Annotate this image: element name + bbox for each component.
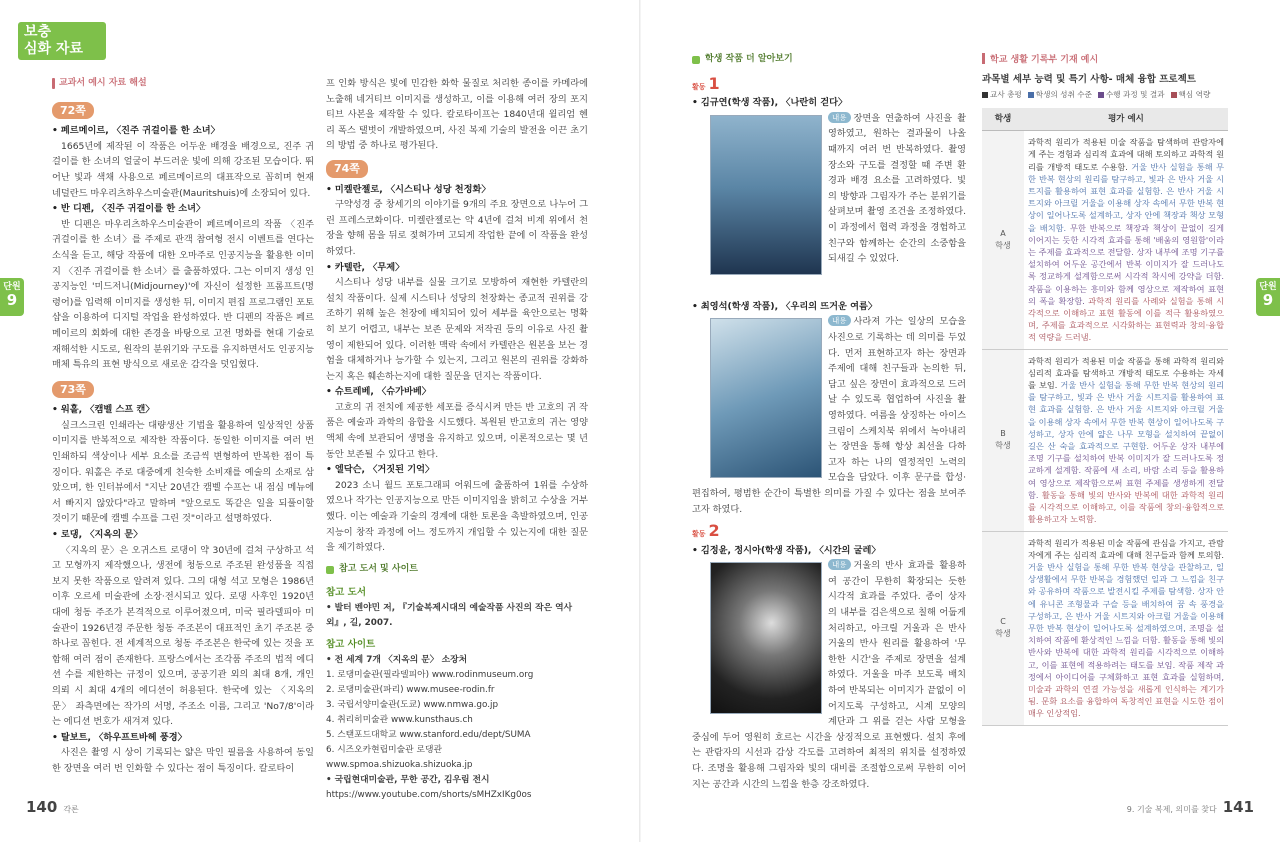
- unit-tab-label: 단원: [3, 282, 21, 292]
- content-badge: 내용: [828, 559, 851, 570]
- section-tag-line2: 심화 자료: [24, 41, 83, 57]
- item-text: 2023 소니 월드 포토그래피 어워드에 출품하여 1위를 수상하였으나 작가는 인공지능으로 만든 이미지임을 밝히고 수상을 거부했다. 이는 예술과 기술의 경계에 대한 토론을 촉발하였으며, 인공지능이 창작 과정에 어느 정도까지 개입할 수 있는지에 대한 질문을 제기하였다.: [326, 479, 588, 554]
- item-title: • 반 디펜, 〈진주 귀걸이를 한 소녀〉: [52, 203, 206, 215]
- item: [326, 182, 588, 260]
- row-desc: [1024, 131, 1228, 349]
- unit-tab-number: 9: [6, 291, 18, 309]
- site-link[interactable]: 2. 로댕미술관(파리) www.musee-rodin.fr: [326, 684, 495, 695]
- section-heading: [52, 76, 314, 92]
- reference-heading-dot: [326, 566, 334, 574]
- student-works-heading-text: 학생 작품 더 알아보기: [705, 54, 793, 64]
- table-row: [982, 131, 1228, 349]
- legend-item: [1098, 89, 1165, 100]
- row-grade: C 학생: [982, 531, 1024, 725]
- reference-heading: [326, 562, 588, 578]
- col-desc-header: 평가 예시: [1024, 108, 1228, 131]
- item-text: 시스티나 성당 내부를 실물 크기로 모방하여 재현한 카텔란의 설치 작품이다. 실제 시스티나 성당의 천장화는 종교적 권위를 강조하기 위해 높은 천장에 배치되어 있어 세부를 육안으로는 명확히 보기 어렵고, 내부는 보존 문제와 저작권 등의 이유로 사진 촬영이 제한되어 있다. 이러한 맥락 속에서 카텔란은 원본을 보는 경험을 대체하거나 능가할 수 있는지, 그리고 원본의 권위를 강화하는지 혹은 훼손하는지에 대한 질문을 던지는 작품이다.: [326, 277, 588, 382]
- student-works-heading-dot: [692, 56, 700, 64]
- activity-label-small: 활동: [692, 530, 706, 539]
- desc-segment: 거울 반사 실험을 통해 무한 반복 현상의 원리를 탐구하고, 빛과 은 반사 거울 시트지를 활용하여 표현 효과를 실험함. 은 반사 거울 시트지와 아크릴 거울을 이용해 상자 속에서 무한 반복 현상이 일어나도록 구성하고, 상자 안에 얇은 나무 모형을 설치하여 끝없이 길은 산 숙을 효과적으로 구현함.: [1028, 380, 1224, 452]
- row-grade: A 학생: [982, 131, 1024, 349]
- section-heading-text: 교과서 예시 자료 해설: [59, 78, 147, 88]
- table-row: [982, 349, 1228, 531]
- content-badge: 내용: [828, 315, 851, 326]
- item-text: 1665년에 제작된 이 작품은 어두운 배경을 배경으로, 진주 귀걸이를 한 소녀의 얼굴이 부드러운 빛에 의해 강조된 모습이다. 뛰어난 빛과 색채 사용으로 페르메이르의 대표작으로 꼽히며 현재 네덜란드 마우리츠하우스미술관(Mauritshuis)에 소장되어 있다.: [52, 140, 314, 199]
- evaluation-table: [982, 108, 1228, 726]
- footer-left-label: 각론: [63, 805, 79, 814]
- desc-segment: 무한 반복으로 책장과 책상이 끝없이 길게 이어지는 듯한 시각적 효과를 통해 '배움의 영원함'이라는 주제를 효과적으로 전달함. 상자 내부에 조명 기구를 설치하여 어두운 공간에서 반복 이미지가 잘 드러나도록 정교하게 설계함으로써 시각적 착시에 강약을 더함. 작품을 이용하는 흥미와 함께 영상으로 제작하여 표현의 폭을 확장함.: [1028, 222, 1224, 306]
- desc-segment: 거울 반사 실험을 통해 무한 반복 현상을 관찰하고, 일상생활에서 무한 반복을 경험했던 일과 그 느낌을 친구와 공유하며 작품으로 발전시킬 주제를 탐색함. 상자 안에 유니콘 조형물과 구슬 등을 배치하여 꿈 속 풍경을 구성하고, 은 반사 거울 시트지와 아크릴 거울을 이용해 무한 반복 현상이 일어나도록 설계하였으며,: [1028, 561, 1224, 633]
- heading-bar: [52, 78, 55, 89]
- section-tag: [18, 22, 106, 60]
- content-badge: 내용: [828, 112, 851, 123]
- legend-text: 교사 총평: [990, 90, 1022, 99]
- extra-site-text: 국립현대미술관, 무한 공간, 김우림 전시: [334, 774, 490, 785]
- work-block-1: [692, 111, 966, 279]
- legend: [982, 89, 1228, 100]
- desc-segment: 조명을 설치하여 작품에 환상적인 느낌을 더함. 활동을 통해 빛의 반사와 반복에 대한 과학적 원리를 시각적으로 이해하고, 이를 표현에 적용하려는 태도를 보임. 작품 제작 과정에서 아이디어를 구체화하고 표현 효과를 실험하며,: [1028, 622, 1224, 682]
- work-title-text: 최영석(학생 작품), 〈우리의 뜨거운 여름〉: [700, 300, 878, 312]
- continued-text: 프 인화 방식은 빛에 민감한 화학 물질로 처리한 종이를 카메라에 노출해 네거티브 이미지를 생성하고, 이를 이용해 여러 장의 포지티브 사본을 제작할 수 있다. 칼로타이프는 1840년대 윌리엄 헨리 폭스 탤벗이 개발하였으며, 사진 복제 기술의 발전을 이끈 초기의 방법 중 하나로 평가된다.: [326, 78, 588, 152]
- item-text: 사진은 촬영 시 상이 기록되는 얇은 막인 필름을 사용하여 동일한 장면을 여러 번 인화할 수 있다는 점이 특징이다. 칼로타이: [52, 747, 314, 774]
- page-number-left: 140: [26, 798, 58, 816]
- legend-item: [1171, 89, 1211, 100]
- activity-2-label: [692, 523, 720, 543]
- work-desc-text: 사라져 가는 일상의 모습을 사진으로 기록하는 데 의미를 두었다. 먼저 표현하고자 하는 장면과 주제에 대해 친구들과 논의한 뒤, 담고 싶은 장면이 효과적으로 드러날 수 있도록 협업하여 사진을 촬영하였다. 여름을 상징하는 아이스크림이 스케치북 위에서 녹아내리는 장면을 통해 항상 최선을 다하고자 하는 나의 열정적인 노력의 모습을 담았다. 이후 문구를 합성·편집하여, 평범한 순간이 특별한 의미를 가질 수 있다는 점을 보여주고자 하였다.: [692, 316, 966, 515]
- middle-column: [326, 76, 588, 803]
- evaluation-table-body: [982, 131, 1228, 725]
- item-title-text: 로댕, 〈지옥의 문〉: [60, 529, 143, 541]
- desc-segment: 과학적 원리가 적용된 미술 작품을 통해 과학적 원리와 심리적 효과를 탐색하고 개방적 태도로 수용하는 자세를 보임.: [1028, 355, 1224, 391]
- activity-1-label: [692, 73, 720, 96]
- work-title-text: 김정윤, 정시아(학생 작품), 〈시간의 굴레〉: [700, 544, 881, 556]
- student-photo-2: [710, 318, 822, 478]
- item-title-text: 워홀, 〈캠벨 스프 캔〉: [60, 404, 155, 416]
- unit-tab-label: 단원: [1259, 282, 1277, 292]
- activity-label-number: 1: [708, 73, 720, 93]
- item-title-text: 탈보트, 〈하우프트바헤 풍경〉: [60, 731, 187, 743]
- record-heading-text: 학교 생활 기록부 기재 예시: [990, 55, 1099, 65]
- item-title: • 페르메이르, 〈진주 귀걸이를 한 소녀〉: [52, 125, 220, 137]
- record-heading: [982, 52, 1228, 65]
- item-title: • 미켈란젤로, 〈시스티나 성당 천정화〉: [326, 183, 491, 195]
- legend-text: 학생의 성취 수준: [1035, 90, 1092, 99]
- heading-bar: [982, 53, 985, 64]
- item: [52, 527, 314, 730]
- page-number-right: 141: [1222, 798, 1254, 816]
- desc-segment: 미술과 과학의 연결 가능성을 새롭게 인식하는 계기가 됨. 문화 요소를 융합하여 독창적인 표현을 시도한 점이 매우 인상적임.: [1028, 683, 1224, 719]
- work-desc-text: 장면을 연출하여 사진을 촬영하였고, 원하는 결과물이 나올 때까지 여러 번 반복하였다. 촬영 장소와 구도를 결정할 때 주변 환경과 배경 요소를 고려하였다. 빛의 방향과 그림자가 주는 분위기를 살펴보며 촬영 조건을 조정하였다. 이 과정에서 협력 과정을 경험하고 친구와 함께하는 순간의 소중함을 되새길 수 있었다.: [828, 112, 966, 265]
- table-row: [982, 531, 1228, 725]
- page-spine: [639, 0, 641, 842]
- item: [52, 123, 314, 201]
- item: [326, 384, 588, 462]
- item-text: 〈지옥의 문〉은 오귀스트 로댕이 약 30년에 걸쳐 구상하고 석고 모형까지 제작했으나, 생전에 청동으로 주조된 완성품을 직접 보지 못한 작품으로 알려져 있다. 그의 대형 석고 모형은 1986년 이후 오르세 미술관에 소장·전시되고 있다. 로댕 사후인 1920년대에 청동 주조가 본격적으로 이루어졌으며, 미국 필라델피아 미술관이 1926년경 주문한 청동 주조본이 대표적인 초기 주조본 중 하나로 꼽힌다. 전 세계적으로 청동 주조본은 한국에 있는 것을 포함해 여러 점이 존재한다. 프랑스에서는 조각품 주조의 법적 에디션 수를 제한하는 규정이 있으며, 공공기관 외의 최대 8개, 개인 의뢰 시 최대 4개의 에디션이 허용된다. 한국에 있는 〈지옥의 문〉 좌측면에는 작가의 서명, 주조소 이름, 그리고 'No7/8'이라는 에디션 번호가 새겨져 있다.: [52, 544, 314, 728]
- desc-segment: 과학적 원리가 적용된 미술 작품에 관심을 가지고, 관람자에게 주는 심리적 효과에 대해 친구들과 함께 토의함.: [1028, 537, 1224, 560]
- item-text: 반 디펜은 마우리츠하우스미술관이 페르메이르의 작품 〈진주 귀걸이를 한 소녀〉를 주제로 관객 참여형 전시 이벤트를 연다는 소식을 듣고, 해당 작품에 대한 오마주로 인공지능을 활용한 이미지 〈진주 귀걸이를 한 소녀〉를 출품하였다. 그는 이미지 생성 인공지능인 '미드저니(Midjourney)'에 자신이 설정한 프롬프트(명령어)를 입력해 이미지를 생성한 뒤, 이미지 편집 프로그램인 포토샵을 이용하여 디지털 작업을 완성하였다. 반 디펜의 작품은 페르메이르의 회화에 대한 존경을 바탕으로 고전 명화를 현대 기술로 재해석한 시도로, 원작의 분위기와 구도를 유지하면서도 인공지능 매체 특유의 표현 방식으로 새로운 감각을 덧입혔다.: [52, 218, 314, 371]
- student-photo-3: [710, 562, 822, 714]
- work-title: • 김규연(학생 작품), 〈나란히 걷다〉: [692, 97, 848, 109]
- item: [52, 730, 314, 777]
- reference-heading-text: 참고 도서 및 사이트: [339, 563, 418, 574]
- site-group: • 전 세계 7개 〈지옥의 문〉 소장처: [326, 654, 468, 665]
- legend-swatch: [1171, 92, 1177, 98]
- legend-swatch: [1098, 92, 1104, 98]
- desc-segment: 어두운 상자 내부에 조명 기구를 설치하여 반복 이미지가 잘 드러나도록 정교하게 설계함. 작품에 새 소리, 바람 소리 등을 활용하여 영상으로 제작함으로써 표현 주제를 생생하게 전달함.: [1028, 441, 1224, 500]
- desc-segment: 활동을 통해 빛의 반사와 반복에 대한 과학적 원리를 시각적으로 이해하고, 이를 작품에 창의·융합적으로 활용하고자 노력함.: [1028, 489, 1224, 525]
- work-desc: [828, 111, 966, 267]
- student-photo-1: [710, 115, 822, 275]
- work-title-text: 김규연(학생 작품), 〈나란히 걷다〉: [700, 97, 848, 109]
- row-grade: B 학생: [982, 349, 1024, 531]
- site-link[interactable]: 5. 스탠포드대학교 www.stanford.edu/dept/SUMA: [326, 729, 531, 740]
- footer-right-label: 9. 기술 복제, 의미를 찾다: [1126, 805, 1217, 814]
- legend-text: 수행 과정 및 결과: [1105, 90, 1165, 99]
- item: [326, 260, 588, 385]
- student-works-heading: [692, 52, 966, 68]
- item-title-text: 페르메이르, 〈진주 귀걸이를 한 소녀〉: [60, 125, 220, 137]
- item: [52, 201, 314, 373]
- page-tag-74: 74쪽: [326, 160, 368, 178]
- student-works-column: [692, 52, 966, 792]
- unit-tab-right: [1256, 278, 1280, 316]
- table-header-row: [982, 108, 1228, 131]
- left-column: [52, 76, 314, 777]
- legend-text: 핵심 역량: [1178, 90, 1211, 99]
- item-text: 고흐의 귀 전치에 제공한 세포를 증식시켜 만든 반 고흐의 귀 작품은 예술과 과학의 융합을 시도했다. 복원된 반고흐의 귀는 영양 액체 속에 보관되어 생명을 유지하고 있으며, 이론적으로는 몇 년 동안 보존될 수 있다고 한다.: [326, 401, 588, 460]
- item-title-text: 반 디펜, 〈진주 귀걸이를 한 소녀〉: [60, 203, 206, 215]
- item-title: • 카텔란, 〈무제〉: [326, 261, 405, 273]
- site-heading: 참고 사이트: [326, 639, 376, 650]
- page-tag-73: 73쪽: [52, 381, 94, 399]
- work-title: • 김정윤, 정시아(학생 작품), 〈시간의 굴레〉: [692, 544, 881, 556]
- item-title-text: 미켈란젤로, 〈시스티나 성당 천정화〉: [334, 183, 491, 195]
- site-link[interactable]: 6. 시즈오카현립미술관 로댕관 www.spmoa.shizuoka.shizuoka.jp: [326, 744, 473, 770]
- item: [326, 462, 588, 556]
- item-title-text: 슈트레베, 〈슈가바베〉: [334, 386, 431, 398]
- item-title: • 워홀, 〈캠벨 스프 캔〉: [52, 404, 155, 416]
- record-subtitle: 과목별 세부 능력 및 특기 사항- 매체 융합 프로젝트: [982, 74, 1196, 85]
- unit-tab-number: 9: [1262, 291, 1274, 309]
- section-tag-line1: 보충: [24, 24, 52, 40]
- activity-label-number: 2: [708, 521, 720, 541]
- legend-swatch: [982, 92, 988, 98]
- item-title-text: 엘닥슨, 〈거짓된 기억〉: [334, 464, 435, 476]
- book-entry-text: 발터 벤야민 저, 『기술복제시대의 예술작품 사진의 작은 역사 외』, 길, 2007.: [326, 603, 573, 628]
- item-text: 구약성경 중 창세기의 이야기를 9개의 주요 장면으로 나누어 그린 프레스코화이다. 미켈란젤로는 약 4년에 걸쳐 비계 위에서 천장을 향해 몸을 뒤로 젖혀가며 고되게 작업한 끝에 이 작품을 완성하였다.: [326, 199, 588, 257]
- item-title: • 탈보트, 〈하우프트바헤 풍경〉: [52, 731, 187, 743]
- desc-segment: 과학적 원리가 적용된 미술 작품을 탐색하며 관람자에게 주는 경험과 심리적 효과에 대해 토의하고 과학적 원리를 개방적 태도로 수용함.: [1028, 137, 1224, 172]
- footer-right: [1127, 798, 1254, 816]
- item-title: • 로댕, 〈지옥의 문〉: [52, 529, 143, 541]
- unit-tab-left: [0, 278, 24, 316]
- legend-item: [982, 89, 1022, 100]
- site-group-text: 전 세계 7개 〈지옥의 문〉 소장처: [334, 654, 468, 665]
- footer-left: [26, 798, 79, 816]
- work-desc-text: 거울의 반사 효과를 활용하여 공간이 무한히 확장되는 듯한 시각적 효과를 주었다. 종이 상자의 내부를 검은색으로 칠해 어둡게 처리하고, 아크릴 거울과 은 반사 거울의 반사 원리를 활용하여 '무한한 시간'을 주제로 장면을 설계하였다. 거울을 마주 보도록 배치하여 반복되는 이미지가 끝없이 이어지도록 구성하고, 시계 모양의 계단과 그 위를 걷는 사람 모형을 중심에 두어 영원히 흐르는 시간을 상징적으로 표현했다. 설치 후에는 관람자의 시선과 감상 각도를 고려하여 최적의 위치를 설정하였다. 조명을 활용해 그림자와 빛의 대비를 조절함으로써 무한히 이어지는 공간과 시간의 느낌을 한층 강조하였다.: [692, 560, 966, 790]
- desc-segment: 거울 반사 실험을 통해 무한 반복 현상의 원리를 탐구하고, 빛과 은 반사 거울 시트지를 활용하여 표현 효과를 실험함. 은 반사 거울 시트지와 아크릴 거울을 이용해 상자 속에서 무한 반복 현상이 일어나도록 설계하고, 상자 안에 책장과 책상 모형을 배치함.: [1028, 161, 1224, 233]
- work-title: • 최영석(학생 작품), 〈우리의 뜨거운 여름〉: [692, 300, 878, 312]
- col-grade-header: 학생: [982, 108, 1024, 131]
- extra-site-link[interactable]: https://www.youtube.com/shorts/sMHZxIKg0os: [326, 789, 532, 800]
- site-link[interactable]: 4. 취리히미술관 www.kunsthaus.ch: [326, 714, 473, 725]
- legend-item: [1028, 89, 1092, 100]
- row-desc: [1024, 531, 1228, 725]
- book-entry: • 발터 벤야민 저, 『기술복제시대의 예술작품 사진의 작은 역사 외』, 길, 2007.: [326, 603, 573, 628]
- legend-swatch: [1028, 92, 1034, 98]
- item: [52, 402, 314, 527]
- item-title: • 슈트레베, 〈슈가바베〉: [326, 386, 431, 398]
- row-desc: [1024, 349, 1228, 531]
- record-example-box: [982, 52, 1228, 726]
- extra-site: • 국립현대미술관, 무한 공간, 김우림 전시: [326, 774, 490, 785]
- work-block-2: [692, 314, 966, 517]
- item-title: • 엘닥슨, 〈거짓된 기억〉: [326, 464, 435, 476]
- item-title-text: 카텔란, 〈무제〉: [334, 261, 405, 273]
- site-link[interactable]: 1. 로댕미술관(필라델피아) www.rodinmuseum.org: [326, 669, 534, 680]
- site-link[interactable]: 3. 국립서양미술관(도쿄) www.nmwa.go.jp: [326, 699, 499, 710]
- desc-segment: 과학적 원리를 사례와 실험을 통해 시각적으로 이해하고 표현 활동에 이를 적극 활용하였으며, 주제를 효과적으로 시각화하는 표현력과 창의·융합적 역량을 드러냄.: [1028, 295, 1224, 343]
- item-text: 실크스크린 인쇄라는 대량생산 기법을 활용하여 일상적인 상품 이미지를 반복적으로 제작한 작품이다. 동일한 이미지를 여러 번 인쇄하되 색상이나 세부 요소를 조금씩 변형하여 반복한 점이 특징이다. 워홀은 주로 대중에게 친숙한 소비재를 예술의 소재로 삼았으며, 한 인터뷰에서 "지난 20년간 캠벨 수프는 내 점심 메뉴에서 빠지지 않았다"라고 말하며 "앞으로도 똑같은 일을 되풀이할 것이기 때문에 캠벨 수프를 그린 것"이라고 설명하였다.: [52, 419, 314, 525]
- work-block-3: [692, 558, 966, 792]
- book-heading: 참고 도서: [326, 587, 367, 599]
- page-tag-72: 72쪽: [52, 102, 94, 120]
- activity-label-small: 활동: [692, 82, 706, 91]
